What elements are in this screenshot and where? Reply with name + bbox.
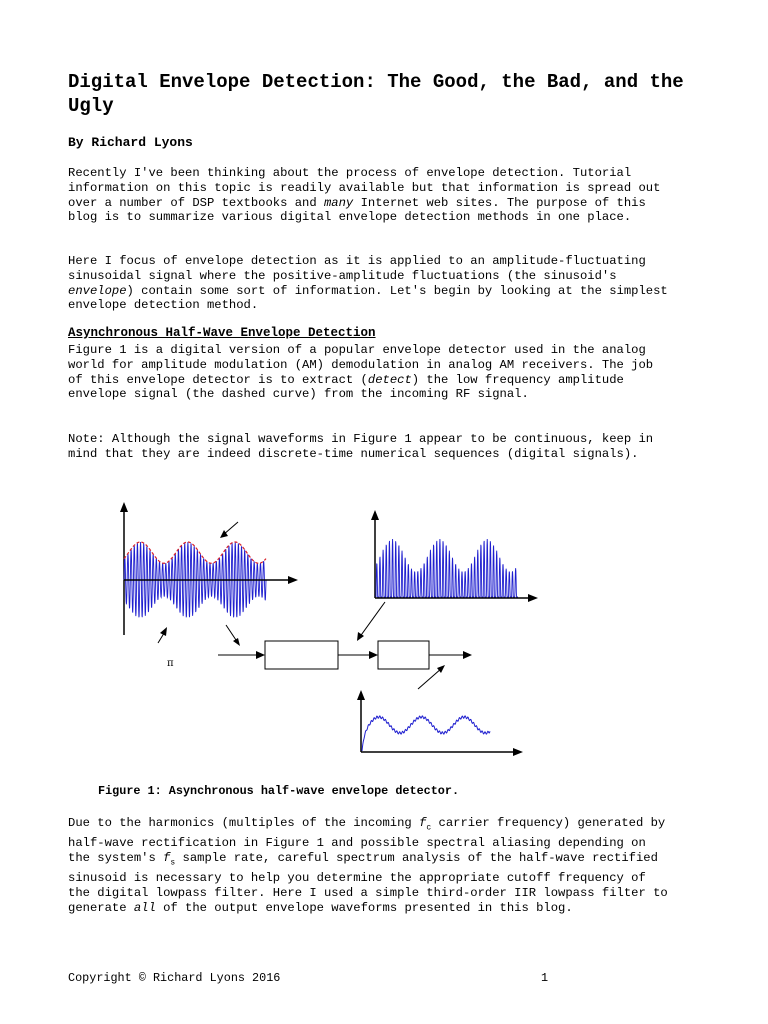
intro-paragraph-2	[68, 254, 668, 313]
input-x-axis-arrow	[288, 576, 298, 584]
intro-p1-end: Internet web sites. The purpose of this blog is to summarize various digital envelope detection methods in one place.	[68, 195, 646, 225]
rectified-pointer-line	[359, 602, 385, 638]
input-flow-arrow	[256, 651, 265, 659]
rectifier-block	[265, 641, 338, 669]
block-diagram	[218, 602, 472, 689]
document-title: Digital Envelope Detection: The Good, the Bad, and the Ugly	[68, 71, 684, 117]
footer-page-number: 1	[541, 971, 549, 985]
output-y-axis-arrow	[357, 690, 365, 700]
closing-paragraph	[68, 816, 668, 916]
section-p1-text: Figure 1 is a digital version of a popular envelope detector used in the analog world for amplitude modulation (AM) demodulation in analog AM receivers. The job of this envelope detector is to extract (	[68, 343, 654, 387]
output-envelope-waveform	[362, 716, 490, 751]
mid-flow-arrow	[369, 651, 378, 659]
closing-text-d: of the output envelope waveforms presented in this blog.	[155, 900, 573, 915]
figure-1-diagram	[110, 500, 550, 765]
section-p1-emphasis: detect	[367, 372, 412, 387]
footer-copyright: Copyright © Richard Lyons 2016	[68, 971, 281, 985]
rectified-waveform	[376, 539, 518, 597]
closing-text-c: sample rate, careful spectrum analysis of the half-wave rectified sinusoid is necessary to help you determine the appropriate cutoff frequency of the digital lowpass filter. Here I used a simple third-order IIR lowpass filter to generate	[68, 851, 668, 915]
pi-label: π	[167, 658, 174, 669]
section-heading: Asynchronous Half-Wave Envelope Detection	[68, 326, 376, 340]
lowpass-filter-block	[378, 641, 429, 669]
output-x-axis-arrow	[513, 748, 523, 756]
fc-symbol: f	[419, 816, 427, 830]
input-signal-plot	[120, 502, 298, 643]
rectified-signal-plot	[371, 510, 538, 602]
rectified-y-axis-arrow	[371, 510, 379, 520]
figure-caption: Figure 1: Asynchronous half-wave envelope detector.	[98, 784, 460, 798]
diagonal-pointer-1-head	[233, 638, 240, 646]
intro-p2-end: ) contain some sort of information. Let's begin by looking at the simplest envelope detection method.	[68, 283, 668, 313]
rectified-x-axis-arrow	[528, 594, 538, 602]
intro-paragraph-1	[68, 166, 668, 225]
intro-p1-emphasis: many	[323, 195, 354, 210]
intro-p1-text: Recently I've been thinking about the process of envelope detection. Tutorial information on this topic is readily available but that information is spread out over a number of DSP textbooks and	[68, 166, 661, 210]
output-pointer-line	[418, 668, 442, 689]
signal-pointer-arrowhead	[160, 627, 167, 636]
section-paragraph-1	[68, 343, 668, 402]
closing-text-b: carrier frequency) generated by half-wave rectification in Figure 1 and possible spectral aliasing depending on the system's	[68, 816, 666, 866]
input-y-axis-arrow	[120, 502, 128, 512]
author-line: By Richard Lyons	[68, 135, 193, 150]
output-envelope-plot	[357, 690, 523, 756]
closing-text-a: Due to the harmonics (multiples of the incoming	[68, 816, 420, 830]
section-p1-end: ) the low frequency amplitude envelope signal (the dashed curve) from the incoming RF signal.	[68, 372, 624, 402]
fs-subscript: s	[170, 858, 176, 868]
fs-symbol: f	[163, 851, 171, 866]
output-flow-arrow	[463, 651, 472, 659]
fc-subscript: c	[426, 823, 432, 833]
closing-emphasis: all	[133, 900, 156, 915]
intro-p2-emphasis: envelope	[68, 283, 127, 298]
intro-p2-text: Here I focus of envelope detection as it is applied to an amplitude-fluctuating sinusoidal signal where the positive-amplitude fluctuations (the sinusoid's	[68, 254, 646, 283]
note-paragraph: Note: Although the signal waveforms in Figure 1 appear to be continuous, keep in mind that they are indeed discrete-time numerical sequences (digital signals).	[68, 432, 654, 461]
